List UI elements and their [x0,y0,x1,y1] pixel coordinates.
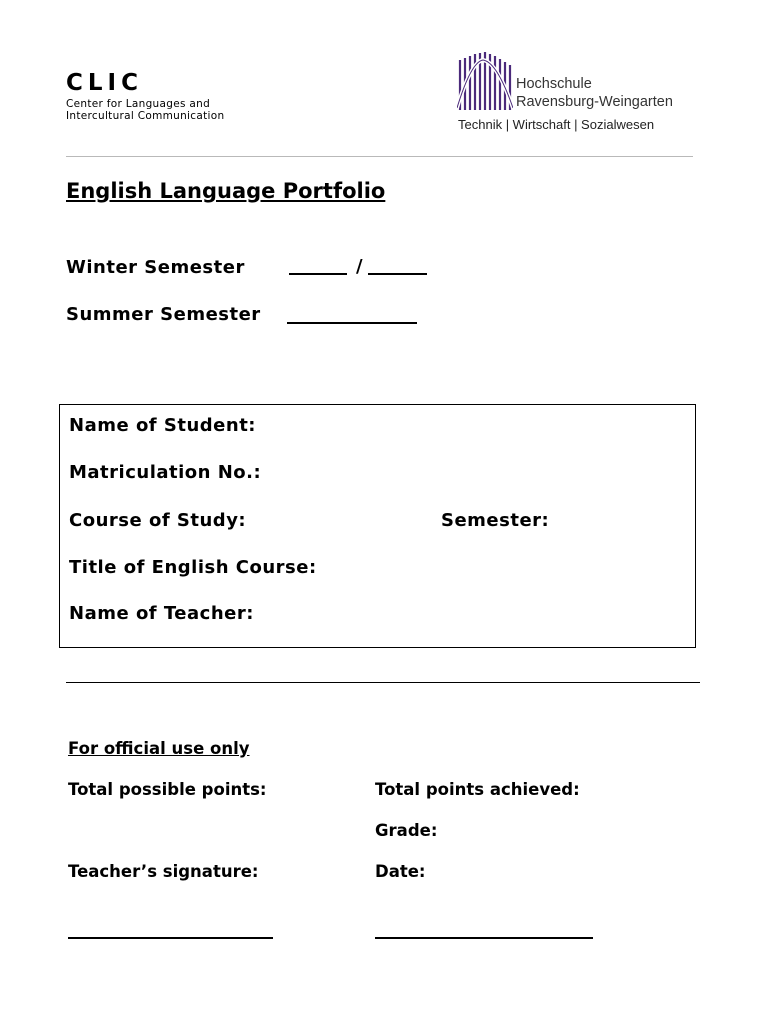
course-of-study-label: Course of Study: [69,510,247,531]
summer-semester-blank[interactable] [287,322,417,324]
semester-label: Semester: [441,510,550,531]
signature-line[interactable] [68,937,273,939]
winter-semester-row [66,257,245,278]
logo-line2: Ravensburg-Weingarten [516,94,673,110]
teacher-signature-label: Teacher’s signature: [68,862,259,881]
summer-semester-label: Summer Semester [66,304,261,325]
winter-semester-separator: / [356,256,364,277]
winter-semester-year2-blank[interactable] [368,273,427,275]
date-label: Date: [375,862,426,881]
student-name-label: Name of Student: [69,415,256,436]
total-possible-points-label: Total possible points: [68,780,267,799]
winter-semester-label: Winter Semester [66,257,245,278]
clic-title: CLIC [66,70,143,96]
grade-label: Grade: [375,821,438,840]
clic-subtitle-line1: Center for Languages and [66,98,211,110]
winter-semester-year1-blank[interactable] [289,273,347,275]
date-line[interactable] [375,937,593,939]
matriculation-label: Matriculation No.: [69,462,262,483]
section-divider [66,682,700,683]
teacher-name-label: Name of Teacher: [69,603,254,624]
logo-tagline: Technik | Wirtschaft | Sozialwesen [458,117,655,132]
official-use-heading: For official use only [68,739,250,758]
header-divider [66,156,693,157]
logo-line1: Hochschule [516,76,592,92]
university-logo-icon [457,50,513,112]
total-points-achieved-label: Total points achieved: [375,780,580,799]
clic-subtitle-line2: Intercultural Communication [66,110,225,122]
english-course-title-label: Title of English Course: [69,557,317,578]
document-title: English Language Portfolio [66,179,386,203]
